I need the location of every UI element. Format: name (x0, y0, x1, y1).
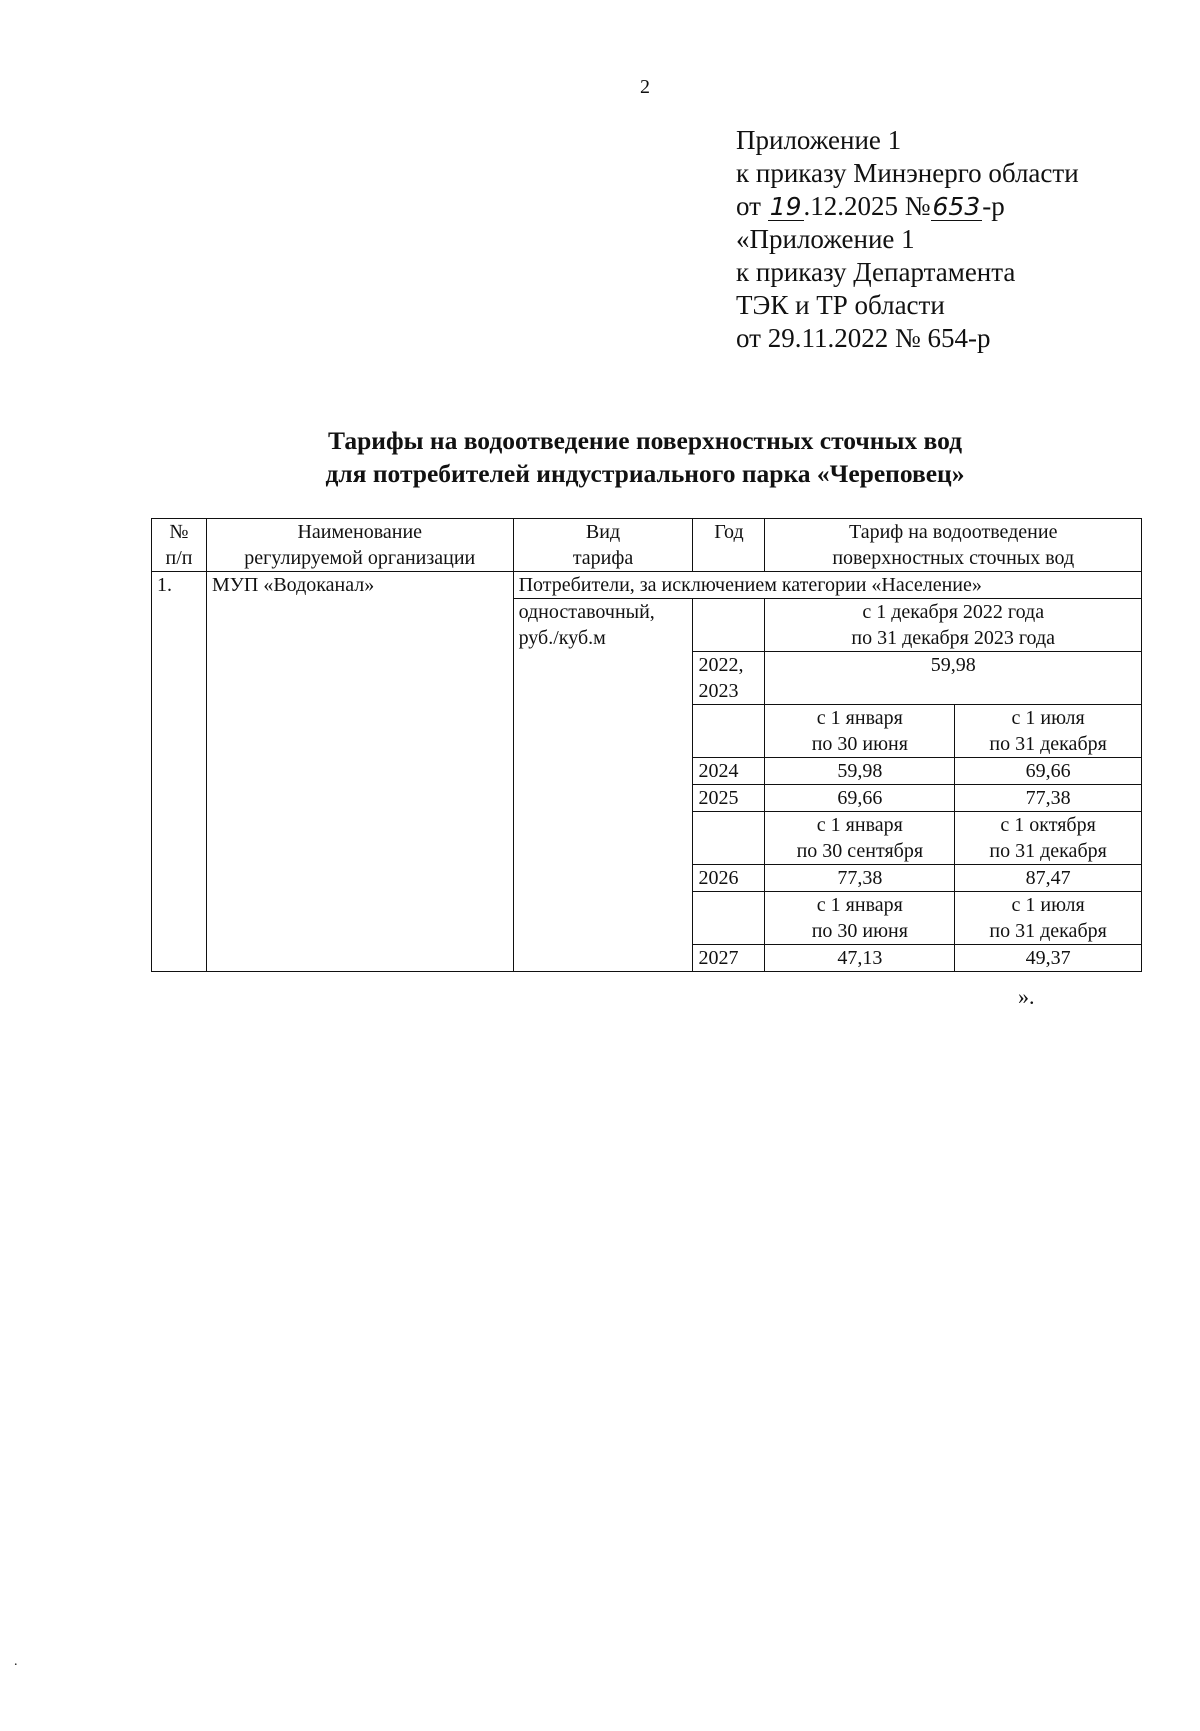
year-cell-empty (693, 892, 765, 945)
margin-mark: . (14, 1654, 18, 1669)
year-cell: 2025 (693, 785, 765, 812)
period-label: с 1 января по 30 июня (765, 705, 955, 758)
annex-text: .12.2025 № (803, 191, 931, 221)
annex-line: к приказу Департамента (736, 257, 1016, 287)
header-type: Вид тарифа (513, 519, 693, 572)
annex-line: «Приложение 1 (736, 224, 915, 254)
period-label: с 1 декабря 2022 года по 31 декабря 2023 года (765, 599, 1142, 652)
annex-block (736, 124, 1079, 355)
period-label: с 1 января по 30 сентября (765, 812, 955, 865)
annex-line: от 29.11.2022 № 654-р (736, 323, 991, 353)
handwritten-number: 653 (932, 192, 981, 221)
tariff-value: 69,66 (765, 785, 955, 812)
annex-text: -р (982, 191, 1005, 221)
table-row (152, 572, 1142, 599)
tariff-value: 87,47 (955, 865, 1142, 892)
annex-order-date (736, 190, 1079, 223)
closing-quote: ». (1018, 984, 1035, 1009)
tariff-value: 49,37 (955, 945, 1142, 972)
tariff-value: 77,38 (765, 865, 955, 892)
row-number: 1. (152, 572, 207, 972)
annex-line: ТЭК и ТР области (736, 290, 945, 320)
document-title (150, 424, 1140, 490)
annex-text: от (736, 191, 768, 221)
year-cell-empty (693, 705, 765, 758)
header-year: Год (693, 519, 765, 572)
annex-line: к приказу Минэнерго области (736, 158, 1079, 188)
header-num: № п/п (152, 519, 207, 572)
tariff-value: 77,38 (955, 785, 1142, 812)
title-line: для потребителей индустриального парка «Череповец» (325, 459, 965, 488)
header-tariff: Тариф на водоотведение поверхностных сточных вод (765, 519, 1142, 572)
tariff-type: одноставочный, руб./куб.м (513, 599, 693, 972)
tariff-value: 47,13 (765, 945, 955, 972)
period-label: с 1 октября по 31 декабря (955, 812, 1142, 865)
tariff-value: 59,98 (765, 758, 955, 785)
year-cell-empty (693, 812, 765, 865)
header-org: Наименование регулируемой организации (206, 519, 513, 572)
year-cell-empty (693, 599, 765, 652)
year-cell: 2026 (693, 865, 765, 892)
title-line: Тарифы на водоотведение поверхностных сточных вод (327, 426, 963, 455)
period-label: с 1 июля по 31 декабря (955, 892, 1142, 945)
tariff-value: 59,98 (765, 652, 1142, 705)
org-name: МУП «Водоканал» (206, 572, 513, 972)
year-cell: 2022, 2023 (693, 652, 765, 705)
consumer-category: Потребители, за исключением категории «Население» (513, 572, 1141, 599)
year-cell: 2024 (693, 758, 765, 785)
page-number: 2 (640, 76, 650, 98)
year-cell: 2027 (693, 945, 765, 972)
handwritten-day: 19 (769, 192, 802, 221)
table-header-row (152, 519, 1142, 572)
annex-line: Приложение 1 (736, 125, 902, 155)
period-label: с 1 июля по 31 декабря (955, 705, 1142, 758)
tariff-value: 69,66 (955, 758, 1142, 785)
period-label: с 1 января по 30 июня (765, 892, 955, 945)
tariff-table (151, 518, 1142, 972)
